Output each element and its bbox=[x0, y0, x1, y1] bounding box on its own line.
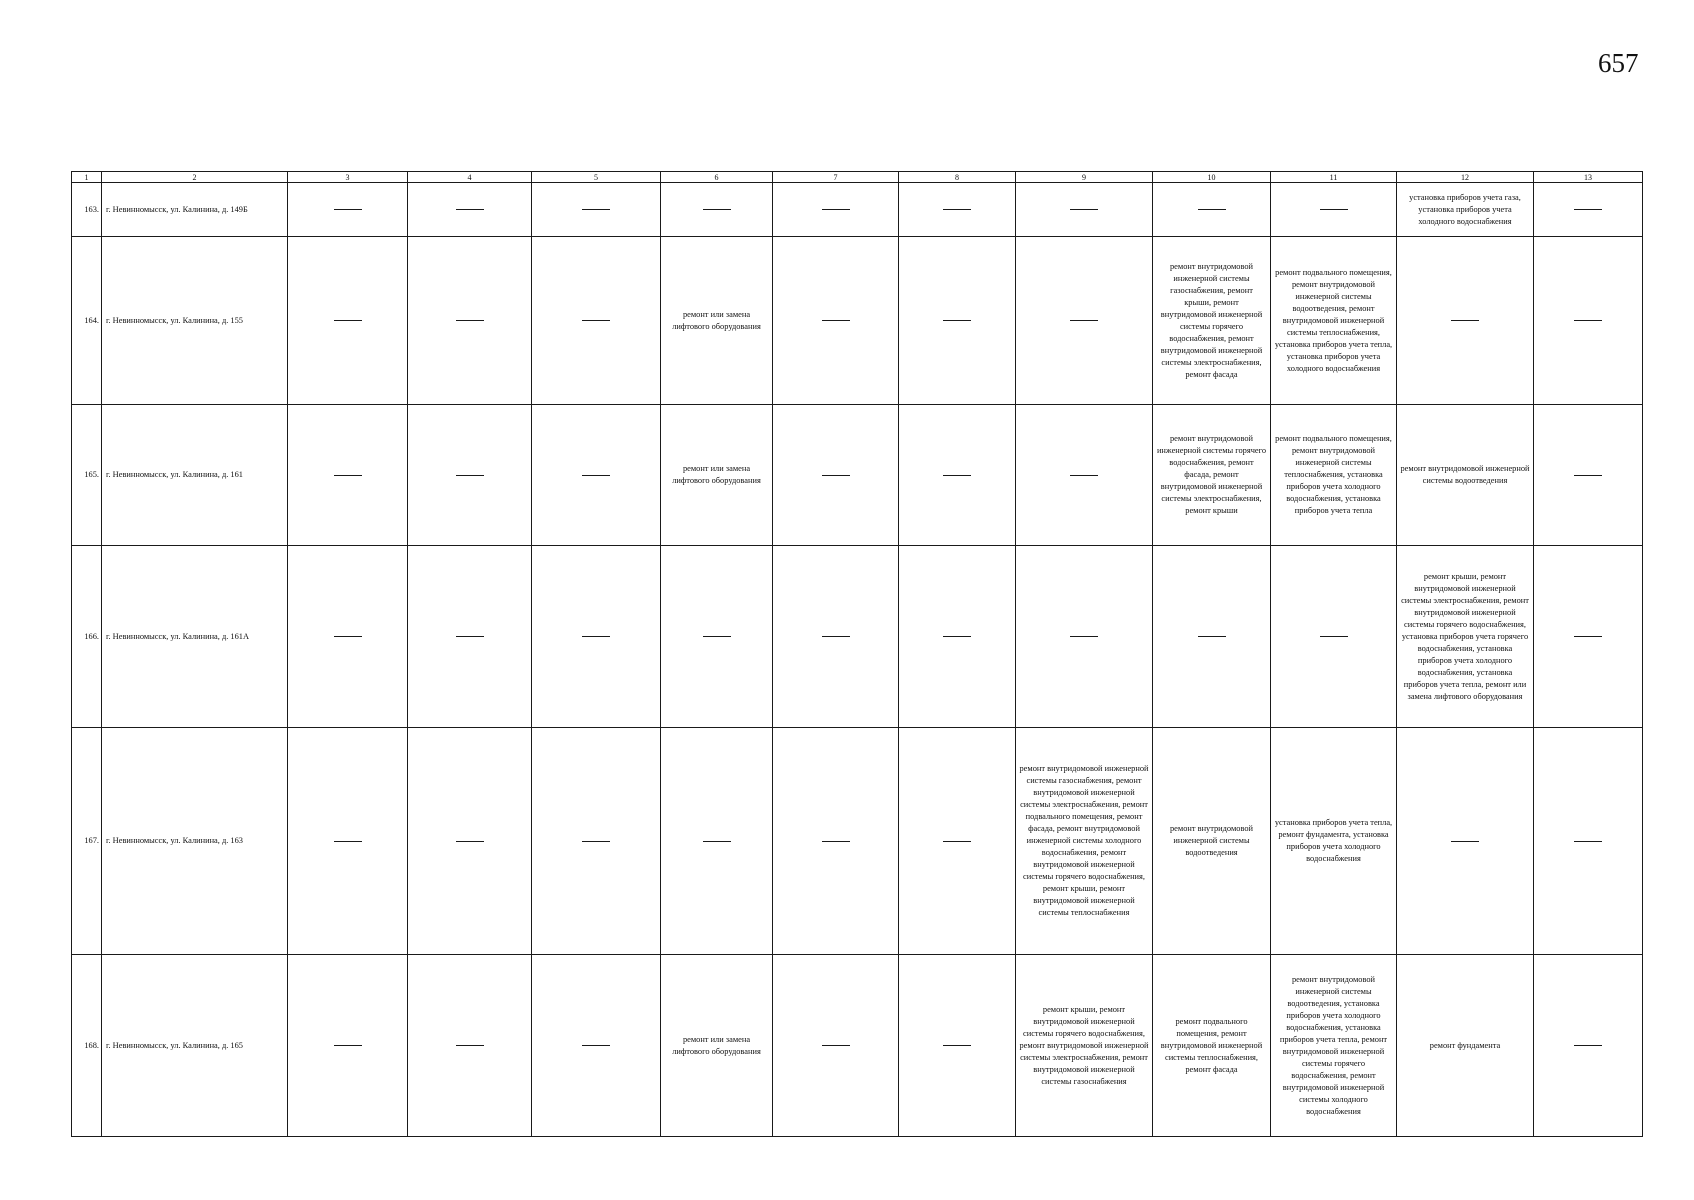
empty-dash-cell bbox=[288, 183, 408, 237]
work-type-cell: ремонт крыши, ремонт внутридомовой инженерной системы горячего водоснабжения, ремонт внутридомовой инженерной системы электроснабжения, ремонт внутридомовой инженерной системы газоснабжения bbox=[1016, 955, 1153, 1137]
dash-mark bbox=[822, 1045, 850, 1046]
dash-mark bbox=[456, 475, 484, 476]
empty-dash-cell bbox=[899, 728, 1016, 955]
column-number: 4 bbox=[408, 172, 532, 183]
address-cell: г. Невинномысск, ул. Калинина, д. 165 bbox=[102, 955, 288, 1137]
work-type-cell: установка приборов учета газа, установка приборов учета холодного водоснабжения bbox=[1397, 183, 1534, 237]
empty-dash-cell bbox=[532, 183, 661, 237]
page-number: 657 bbox=[1598, 48, 1639, 78]
dash-mark bbox=[334, 1045, 362, 1046]
work-type-cell: ремонт внутридомовой инженерной системы горячего водоснабжения, ремонт фасада, ремонт внутридомовой инженерной системы электроснабжения, ремонт крыши bbox=[1153, 405, 1271, 546]
empty-dash-cell bbox=[408, 955, 532, 1137]
empty-dash-cell bbox=[288, 546, 408, 728]
empty-dash-cell bbox=[899, 237, 1016, 405]
row-number: 165. bbox=[72, 405, 102, 546]
work-type-cell: ремонт внутридомовой инженерной системы газоснабжения, ремонт крыши, ремонт внутридомовой инженерной системы горячего водоснабжения, ремонт внутридомовой инженерной системы электроснабжения, ремонт фасада bbox=[1153, 237, 1271, 405]
empty-dash-cell bbox=[1534, 546, 1643, 728]
address-cell: г. Невинномысск, ул. Калинина, д. 161А bbox=[102, 546, 288, 728]
dash-mark bbox=[456, 209, 484, 210]
empty-dash-cell bbox=[408, 546, 532, 728]
empty-dash-cell bbox=[773, 546, 899, 728]
dash-mark bbox=[334, 475, 362, 476]
capital-repair-table bbox=[71, 171, 1643, 1137]
column-number: 12 bbox=[1397, 172, 1534, 183]
table-row bbox=[72, 728, 1643, 955]
column-number: 9 bbox=[1016, 172, 1153, 183]
empty-dash-cell bbox=[1153, 183, 1271, 237]
row-number: 167. bbox=[72, 728, 102, 955]
address-cell: г. Невинномысск, ул. Калинина, д. 163 bbox=[102, 728, 288, 955]
empty-dash-cell bbox=[899, 405, 1016, 546]
empty-dash-cell bbox=[288, 405, 408, 546]
dash-mark bbox=[1574, 209, 1602, 210]
dash-mark bbox=[822, 209, 850, 210]
empty-dash-cell bbox=[288, 955, 408, 1137]
dash-mark bbox=[582, 636, 610, 637]
dash-mark bbox=[1574, 841, 1602, 842]
row-number: 168. bbox=[72, 955, 102, 1137]
dash-mark bbox=[1574, 320, 1602, 321]
dash-mark bbox=[822, 320, 850, 321]
empty-dash-cell bbox=[1153, 546, 1271, 728]
empty-dash-cell bbox=[532, 546, 661, 728]
work-type-cell: ремонт внутридомовой инженерной системы водоотведения, установка приборов учета холодного водоснабжения, установка приборов учета тепла, ремонт внутридомовой инженерной системы горячего водоснабжения, ремонт внутридомовой инженерной системы холодного водоснабжения bbox=[1271, 955, 1397, 1137]
empty-dash-cell bbox=[1534, 728, 1643, 955]
empty-dash-cell bbox=[661, 546, 773, 728]
empty-dash-cell bbox=[661, 728, 773, 955]
empty-dash-cell bbox=[288, 728, 408, 955]
dash-mark bbox=[1451, 841, 1479, 842]
empty-dash-cell bbox=[1534, 237, 1643, 405]
dash-mark bbox=[1574, 636, 1602, 637]
column-number: 3 bbox=[288, 172, 408, 183]
column-number: 6 bbox=[661, 172, 773, 183]
dash-mark bbox=[703, 636, 731, 637]
row-number: 163. bbox=[72, 183, 102, 237]
address-cell: г. Невинномысск, ул. Калинина, д. 155 bbox=[102, 237, 288, 405]
dash-mark bbox=[943, 636, 971, 637]
dash-mark bbox=[582, 320, 610, 321]
empty-dash-cell bbox=[899, 955, 1016, 1137]
dash-mark bbox=[1574, 1045, 1602, 1046]
dash-mark bbox=[822, 475, 850, 476]
work-type-cell: ремонт внутридомовой инженерной системы газоснабжения, ремонт внутридомовой инженерной системы электроснабжения, ремонт подвального помещения, ремонт фасада, ремонт внутридомовой инженерной системы холодного водоснабжения, ремонт внутридомовой инженерной системы горячего водоснабжения, ремонт крыши, ремонт внутридомовой инженерной системы теплоснабжения bbox=[1016, 728, 1153, 955]
dash-mark bbox=[456, 841, 484, 842]
dash-mark bbox=[1320, 209, 1348, 210]
dash-mark bbox=[1451, 320, 1479, 321]
dash-mark bbox=[582, 209, 610, 210]
row-number: 164. bbox=[72, 237, 102, 405]
column-number: 11 bbox=[1271, 172, 1397, 183]
work-type-cell: ремонт или замена лифтового оборудования bbox=[661, 955, 773, 1137]
dash-mark bbox=[582, 475, 610, 476]
address-cell: г. Невинномысск, ул. Калинина, д. 161 bbox=[102, 405, 288, 546]
column-number: 10 bbox=[1153, 172, 1271, 183]
table-row bbox=[72, 237, 1643, 405]
dash-mark bbox=[334, 636, 362, 637]
dash-mark bbox=[334, 841, 362, 842]
dash-mark bbox=[822, 636, 850, 637]
column-number-row bbox=[72, 172, 1643, 183]
empty-dash-cell bbox=[288, 237, 408, 405]
dash-mark bbox=[703, 841, 731, 842]
empty-dash-cell bbox=[899, 546, 1016, 728]
column-number: 5 bbox=[532, 172, 661, 183]
dash-mark bbox=[456, 636, 484, 637]
empty-dash-cell bbox=[1271, 546, 1397, 728]
dash-mark bbox=[334, 320, 362, 321]
column-number: 13 bbox=[1534, 172, 1643, 183]
dash-mark bbox=[822, 841, 850, 842]
empty-dash-cell bbox=[408, 728, 532, 955]
empty-dash-cell bbox=[408, 237, 532, 405]
dash-mark bbox=[1070, 320, 1098, 321]
column-number: 8 bbox=[899, 172, 1016, 183]
empty-dash-cell bbox=[899, 183, 1016, 237]
empty-dash-cell bbox=[1534, 405, 1643, 546]
dash-mark bbox=[1574, 475, 1602, 476]
column-number: 2 bbox=[102, 172, 288, 183]
empty-dash-cell bbox=[1016, 405, 1153, 546]
dash-mark bbox=[1070, 636, 1098, 637]
empty-dash-cell bbox=[1534, 183, 1643, 237]
empty-dash-cell bbox=[1016, 183, 1153, 237]
dash-mark bbox=[582, 841, 610, 842]
table-row bbox=[72, 546, 1643, 728]
empty-dash-cell bbox=[773, 237, 899, 405]
empty-dash-cell bbox=[773, 955, 899, 1137]
empty-dash-cell bbox=[408, 405, 532, 546]
dash-mark bbox=[1198, 209, 1226, 210]
dash-mark bbox=[582, 1045, 610, 1046]
empty-dash-cell bbox=[661, 183, 773, 237]
dash-mark bbox=[1070, 209, 1098, 210]
column-number: 1 bbox=[72, 172, 102, 183]
empty-dash-cell bbox=[1397, 728, 1534, 955]
dash-mark bbox=[943, 209, 971, 210]
empty-dash-cell bbox=[532, 405, 661, 546]
empty-dash-cell bbox=[773, 728, 899, 955]
work-type-cell: ремонт фундамента bbox=[1397, 955, 1534, 1137]
dash-mark bbox=[334, 209, 362, 210]
empty-dash-cell bbox=[532, 237, 661, 405]
address-cell: г. Невинномысск, ул. Калинина, д. 149Б bbox=[102, 183, 288, 237]
work-type-cell: ремонт внутридомовой инженерной системы водоотведения bbox=[1153, 728, 1271, 955]
empty-dash-cell bbox=[532, 955, 661, 1137]
empty-dash-cell bbox=[773, 405, 899, 546]
column-number: 7 bbox=[773, 172, 899, 183]
dash-mark bbox=[943, 1045, 971, 1046]
empty-dash-cell bbox=[1016, 237, 1153, 405]
dash-mark bbox=[943, 841, 971, 842]
dash-mark bbox=[1320, 636, 1348, 637]
table-row bbox=[72, 955, 1643, 1137]
dash-mark bbox=[456, 320, 484, 321]
empty-dash-cell bbox=[1534, 955, 1643, 1137]
dash-mark bbox=[703, 209, 731, 210]
work-type-cell: установка приборов учета тепла, ремонт фундамента, установка приборов учета холодного водоснабжения bbox=[1271, 728, 1397, 955]
work-type-cell: ремонт или замена лифтового оборудования bbox=[661, 405, 773, 546]
dash-mark bbox=[1198, 636, 1226, 637]
dash-mark bbox=[456, 1045, 484, 1046]
row-number: 166. bbox=[72, 546, 102, 728]
work-type-cell: ремонт крыши, ремонт внутридомовой инженерной системы электроснабжения, ремонт внутридомовой инженерной системы горячего водоснабжения, установка приборов учета горячего водоснабжения, установка приборов учета холодного водоснабжения, установка приборов учета тепла, ремонт или замена лифтового оборудования bbox=[1397, 546, 1534, 728]
work-type-cell: ремонт внутридомовой инженерной системы водоотведения bbox=[1397, 405, 1534, 546]
work-type-cell: ремонт подвального помещения, ремонт внутридомовой инженерной системы теплоснабжения, установка приборов учета холодного водоснабжения, установка приборов учета тепла bbox=[1271, 405, 1397, 546]
empty-dash-cell bbox=[1397, 237, 1534, 405]
dash-mark bbox=[943, 475, 971, 476]
table-row bbox=[72, 183, 1643, 237]
empty-dash-cell bbox=[1016, 546, 1153, 728]
empty-dash-cell bbox=[1271, 183, 1397, 237]
work-type-cell: ремонт или замена лифтового оборудования bbox=[661, 237, 773, 405]
dash-mark bbox=[1070, 475, 1098, 476]
dash-mark bbox=[943, 320, 971, 321]
work-type-cell: ремонт подвального помещения, ремонт внутридомовой инженерной системы теплоснабжения, ремонт фасада bbox=[1153, 955, 1271, 1137]
empty-dash-cell bbox=[532, 728, 661, 955]
table-row bbox=[72, 405, 1643, 546]
work-type-cell: ремонт подвального помещения, ремонт внутридомовой инженерной системы водоотведения, ремонт внутридомовой инженерной системы теплоснабжения, установка приборов учета тепла, установка приборов учета холодного водоснабжения bbox=[1271, 237, 1397, 405]
empty-dash-cell bbox=[408, 183, 532, 237]
empty-dash-cell bbox=[773, 183, 899, 237]
